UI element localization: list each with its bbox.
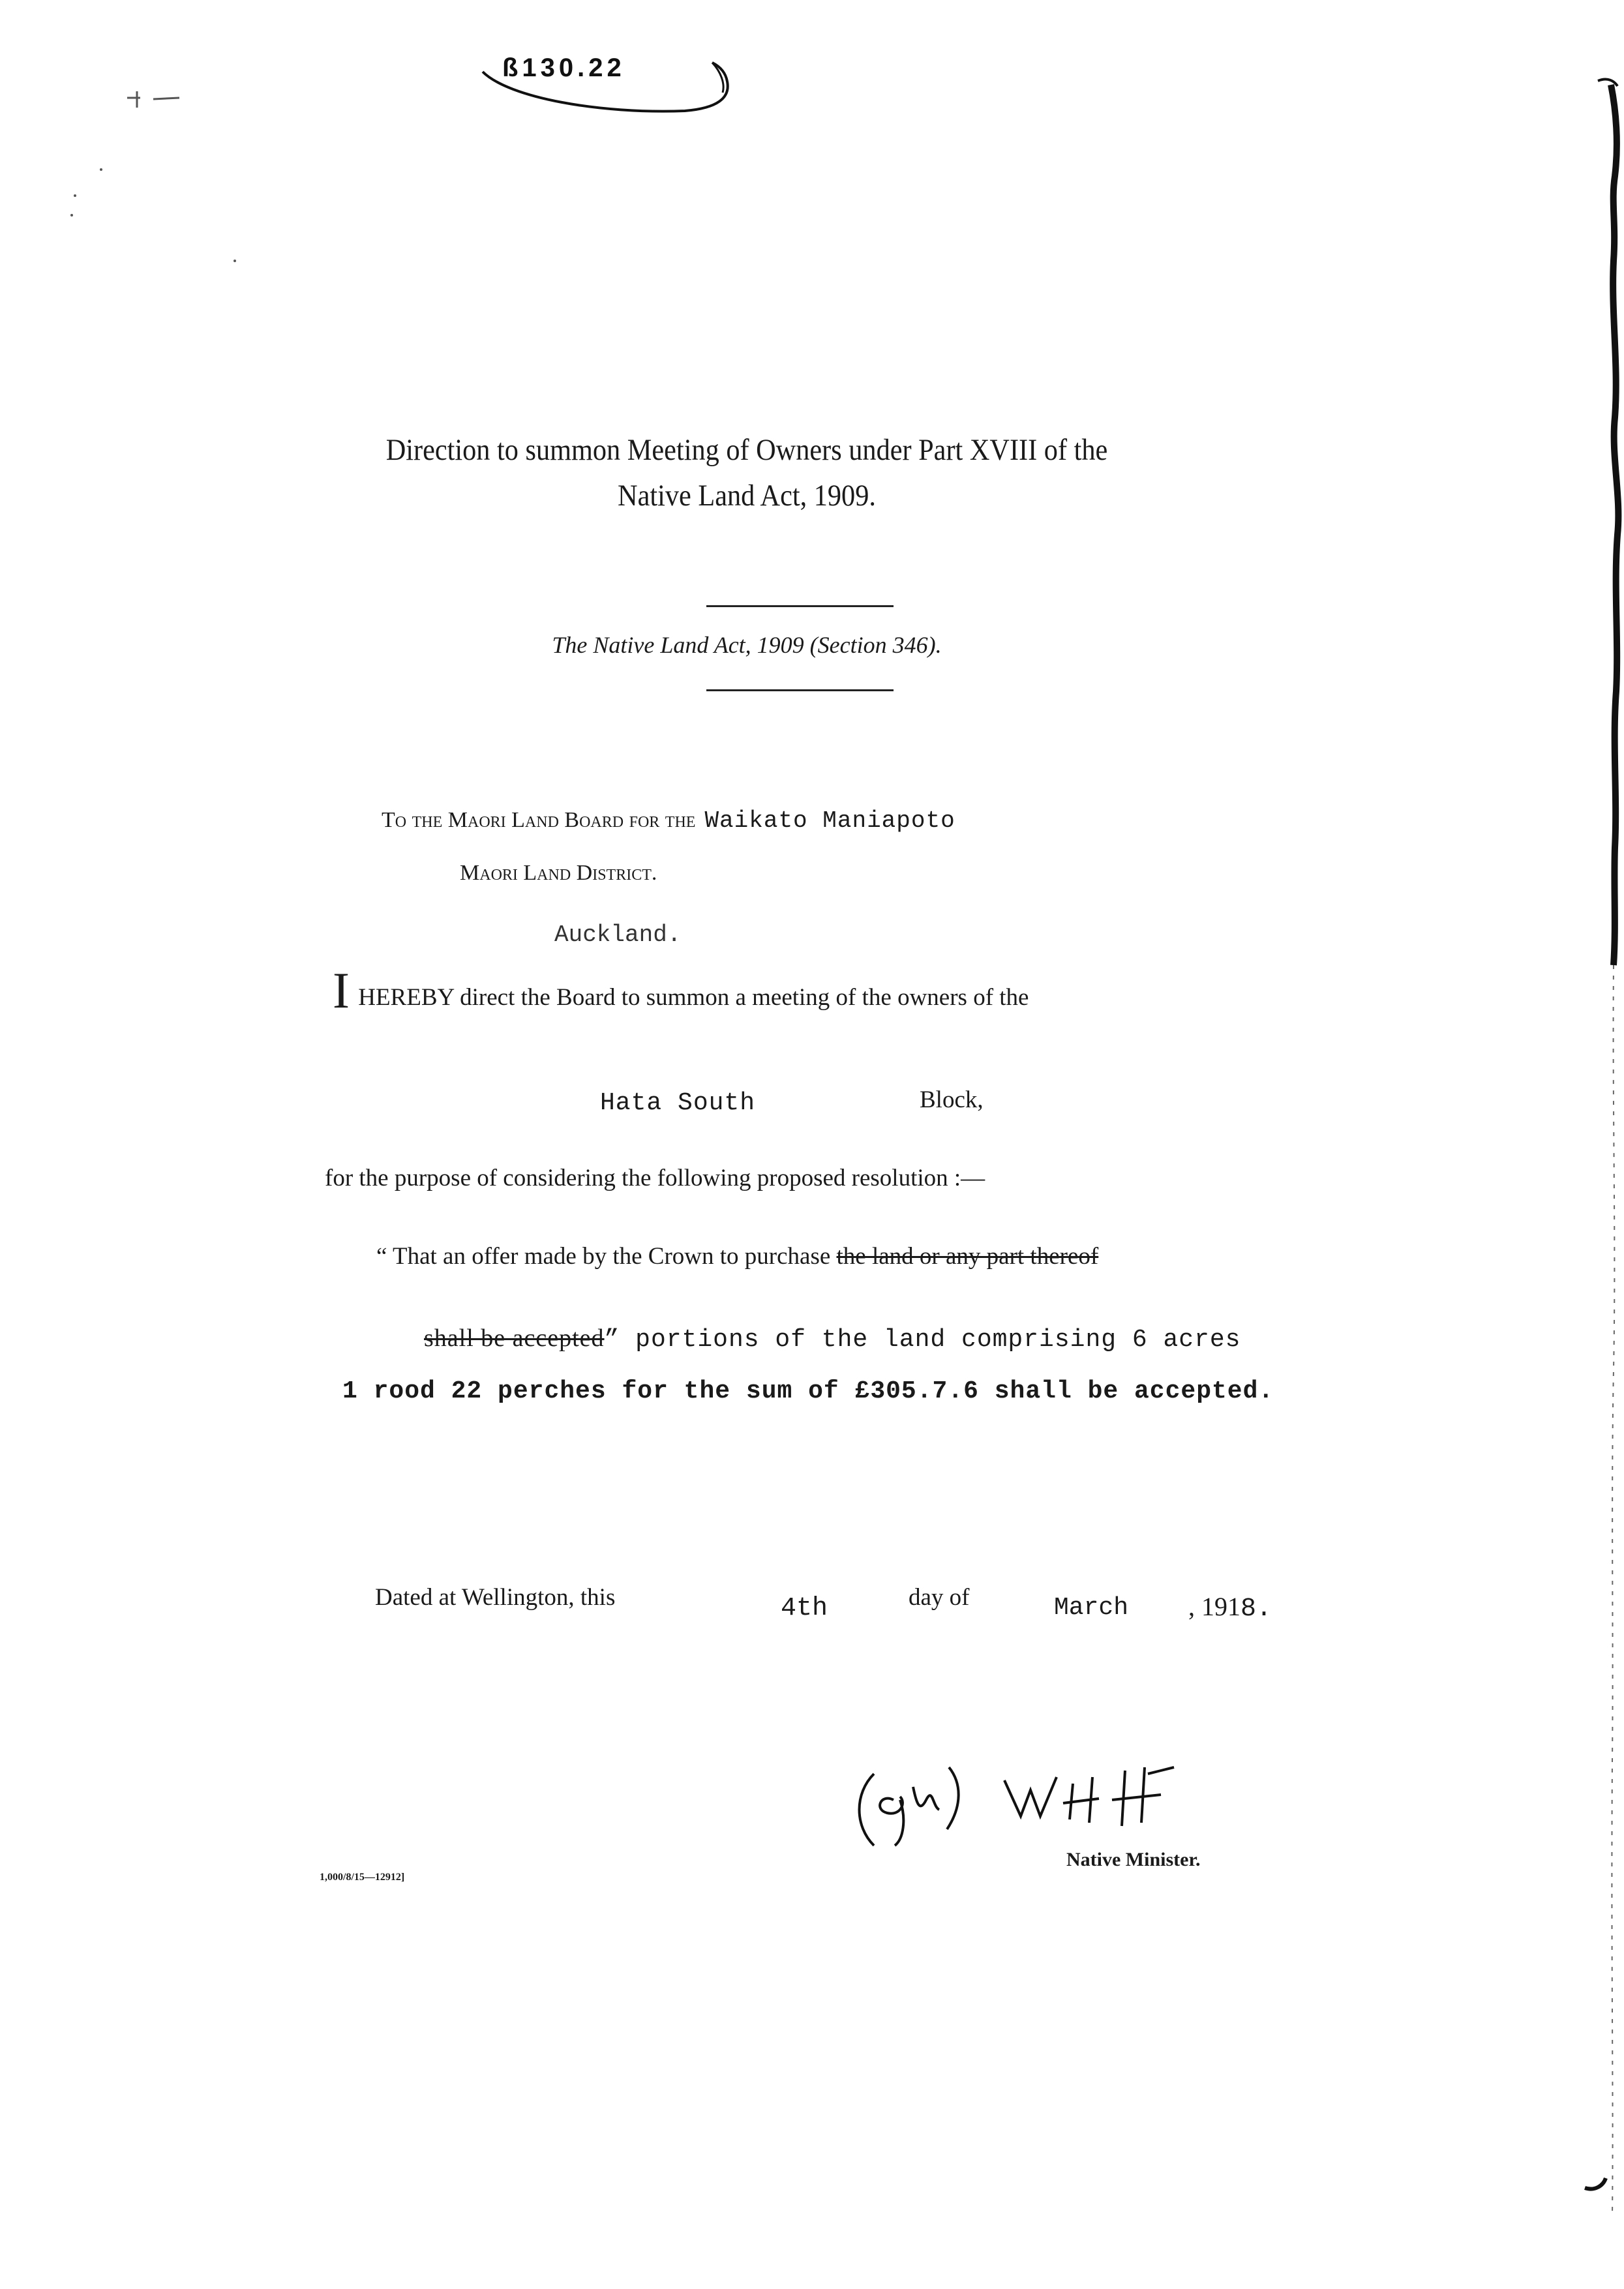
block-label: Block, <box>920 1086 984 1113</box>
addressee-line <box>382 807 955 834</box>
print-reference: 1,000/8/15—12912] <box>320 1872 405 1883</box>
day-of-label: day of <box>909 1584 970 1611</box>
handwritten-signature <box>835 1748 1252 1865</box>
act-reference: The Native Land Act, 1909 (Section 346). <box>552 632 942 658</box>
title-divider-bottom <box>706 689 894 691</box>
title-line-2: Native Land Act, 1909. <box>618 479 876 513</box>
resolution-line-3: 1 rood 22 perches for the sum of £305.7.6 shall be accepted. <box>342 1377 1274 1405</box>
direction-text: HEREBY direct the Board to summon a meeting of the owners of the <box>358 984 1029 1011</box>
reference-oval-mark <box>470 46 744 117</box>
date-year <box>1188 1591 1272 1624</box>
struck-text-2: shall be accepted <box>424 1324 605 1352</box>
block-name: Hata South <box>600 1089 756 1117</box>
city-name: Auckland. <box>554 921 682 948</box>
margin-marks <box>62 78 258 300</box>
title-divider-top <box>706 605 894 607</box>
year-typed: 8. <box>1241 1594 1272 1624</box>
drop-cap: I <box>333 962 350 1019</box>
district-name: Waikato Maniapoto <box>704 807 955 834</box>
title-line-1: Direction to summon Meeting of Owners under Part XVIII of the <box>385 433 1108 467</box>
direction-statement <box>333 962 1029 1019</box>
date-day: 4th <box>781 1594 828 1623</box>
resolution-start: “ That an offer made by the Crown to purchase <box>376 1243 831 1270</box>
resolution-typed-2: ” portions of the land comprising 6 acres <box>604 1326 1241 1354</box>
year-printed: , 191 <box>1188 1592 1241 1621</box>
addressee-prefix: To the Maori Land Board for the <box>382 808 696 832</box>
reference-number: ß130.22 <box>502 53 625 82</box>
document-title <box>310 427 1184 518</box>
resolution-line-1 <box>376 1242 1098 1270</box>
resolution-line-2 <box>424 1324 1241 1354</box>
date-month: March <box>1054 1594 1129 1622</box>
struck-text-1: the land or any part thereof <box>836 1243 1099 1270</box>
district-label: Maori Land District. <box>460 861 657 885</box>
page-edge-shadow <box>1546 0 1624 2289</box>
minister-title: Native Minister. <box>1066 1849 1201 1870</box>
purpose-statement: for the purpose of considering the following proposed resolution :— <box>325 1165 985 1191</box>
dated-label: Dated at Wellington, this <box>375 1584 616 1611</box>
